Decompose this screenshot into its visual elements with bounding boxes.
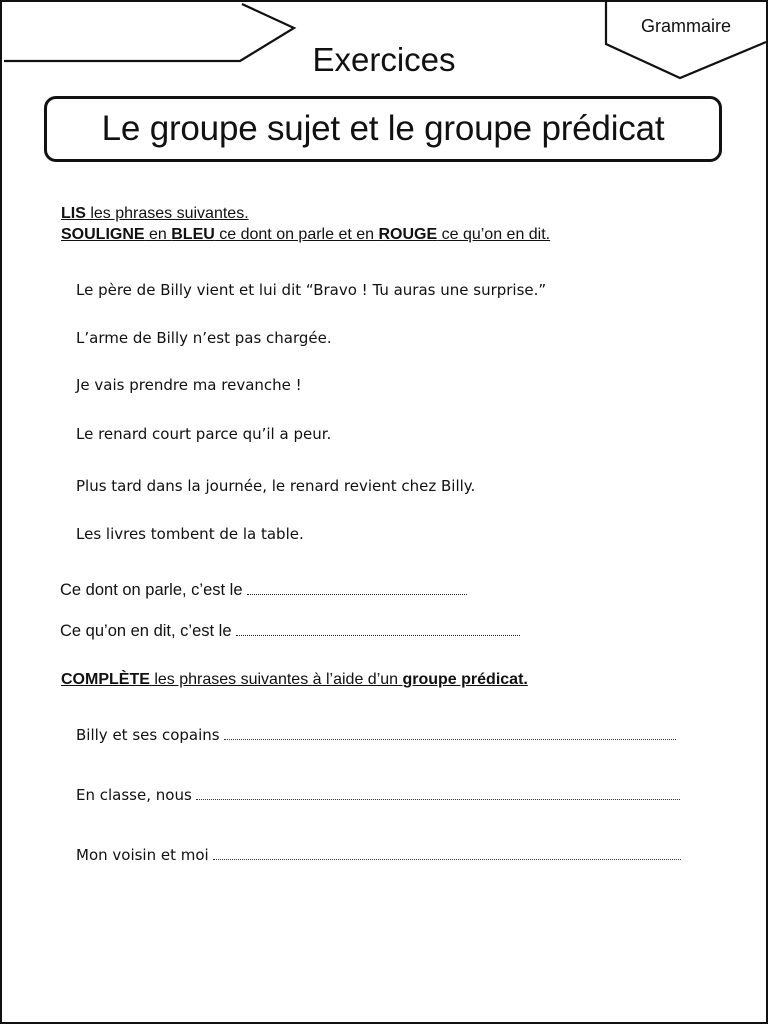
instruction-text: les phrases suivantes. xyxy=(85,205,249,222)
instruction-read xyxy=(61,203,249,225)
instruction-emphasis: groupe prédicat. xyxy=(402,671,528,688)
sentence-item: Le renard court parce qu’il a peur. xyxy=(76,425,332,443)
fill-prompt: Ce dont on parle, c’est le xyxy=(60,581,243,599)
answer-blank[interactable] xyxy=(224,727,676,740)
completion-prompt: Mon voisin et moi xyxy=(76,846,209,864)
color-word-blue: BLEU xyxy=(171,226,215,243)
fill-prompt: Ce qu’on en dit, c’est le xyxy=(60,622,232,640)
answer-blank[interactable] xyxy=(236,621,520,636)
fill-line-predicate xyxy=(60,620,520,642)
completion-prompt: En classe, nous xyxy=(76,786,192,804)
lesson-title-box xyxy=(44,96,722,162)
sentence-item: Le père de Billy vient et lui dit “Bravo ! Tu auras une surprise.” xyxy=(76,281,547,299)
completion-prompt: Billy et ses copains xyxy=(76,726,220,744)
completion-item xyxy=(76,725,676,745)
color-word-red: ROUGE xyxy=(378,226,438,243)
answer-blank[interactable] xyxy=(196,787,680,800)
instruction-verb: COMPLÈTE xyxy=(61,671,150,688)
completion-item xyxy=(76,785,680,805)
sentence-item: Plus tard dans la journée, le renard revient chez Billy. xyxy=(76,477,476,495)
instruction-text: en xyxy=(144,226,172,243)
instruction-text: les phrases suivantes à l’aide d’un xyxy=(149,671,403,688)
lesson-title: Le groupe sujet et le groupe prédicat xyxy=(101,109,665,148)
completion-item xyxy=(76,845,681,865)
section-heading: Exercices xyxy=(312,41,456,78)
instruction-underline xyxy=(61,224,550,246)
fill-line-subject xyxy=(60,579,467,601)
subject-label: Grammaire xyxy=(640,16,731,36)
sentence-item: Je vais prendre ma revanche ! xyxy=(76,376,302,394)
instruction-text: ce qu’on en dit. xyxy=(437,226,551,243)
instruction-text: ce dont on parle et en xyxy=(214,226,379,243)
instruction-verb: LIS xyxy=(61,205,86,222)
answer-blank[interactable] xyxy=(247,580,467,595)
answer-blank[interactable] xyxy=(213,847,681,860)
sentence-item: L’arme de Billy n’est pas chargée. xyxy=(76,329,332,347)
sentence-item: Les livres tombent de la table. xyxy=(76,525,304,543)
instruction-verb: SOULIGNE xyxy=(61,226,145,243)
instruction-complete xyxy=(61,669,528,691)
